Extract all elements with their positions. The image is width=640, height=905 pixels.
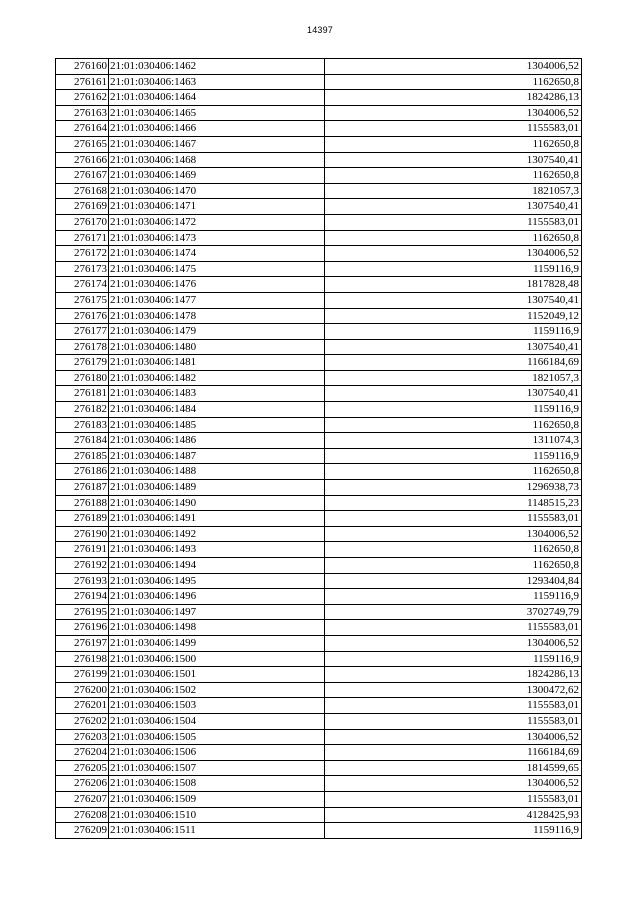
- cadastral-value-cell: 1311074,3: [325, 433, 582, 449]
- cadastral-number-cell: 21:01:030406:1484: [109, 402, 325, 418]
- row-number-cell: 276197: [56, 635, 109, 651]
- cadastral-number-cell: 21:01:030406:1472: [109, 214, 325, 230]
- cadastral-number-cell: 21:01:030406:1487: [109, 448, 325, 464]
- table-row: [56, 183, 582, 199]
- cadastral-value-cell: 1824286,13: [325, 90, 582, 106]
- row-number-cell: 276182: [56, 402, 109, 418]
- table-row: [56, 370, 582, 386]
- cadastral-value-cell: 1159116,9: [325, 261, 582, 277]
- cadastral-value-table: [55, 58, 582, 839]
- cadastral-number-cell: 21:01:030406:1502: [109, 682, 325, 698]
- cadastral-number-cell: 21:01:030406:1488: [109, 464, 325, 480]
- cadastral-value-cell: 1155583,01: [325, 791, 582, 807]
- cadastral-number-cell: 21:01:030406:1511: [109, 823, 325, 839]
- row-number-cell: 276179: [56, 355, 109, 371]
- row-number-cell: 276195: [56, 604, 109, 620]
- cadastral-number-cell: 21:01:030406:1475: [109, 261, 325, 277]
- row-number-cell: 276200: [56, 682, 109, 698]
- table-row: [56, 292, 582, 308]
- cadastral-value-cell: 1162650,8: [325, 230, 582, 246]
- table-row: [56, 339, 582, 355]
- cadastral-number-cell: 21:01:030406:1510: [109, 807, 325, 823]
- cadastral-number-cell: 21:01:030406:1501: [109, 667, 325, 683]
- table-row: [56, 776, 582, 792]
- table-body: [56, 59, 582, 839]
- row-number-cell: 276168: [56, 183, 109, 199]
- table-row: [56, 121, 582, 137]
- cadastral-value-cell: 1814599,65: [325, 760, 582, 776]
- cadastral-number-cell: 21:01:030406:1468: [109, 152, 325, 168]
- cadastral-number-cell: 21:01:030406:1505: [109, 729, 325, 745]
- row-number-cell: 276164: [56, 121, 109, 137]
- row-number-cell: 276194: [56, 589, 109, 605]
- cadastral-number-cell: 21:01:030406:1465: [109, 105, 325, 121]
- table-row: [56, 355, 582, 371]
- cadastral-value-cell: 1296938,73: [325, 480, 582, 496]
- table-row: [56, 324, 582, 340]
- cadastral-value-cell: 1304006,52: [325, 635, 582, 651]
- row-number-cell: 276191: [56, 542, 109, 558]
- table-row: [56, 480, 582, 496]
- cadastral-number-cell: 21:01:030406:1467: [109, 136, 325, 152]
- cadastral-number-cell: 21:01:030406:1485: [109, 417, 325, 433]
- table-row: [56, 417, 582, 433]
- table-row: [56, 105, 582, 121]
- cadastral-value-cell: 1162650,8: [325, 74, 582, 90]
- table-row: [56, 448, 582, 464]
- row-number-cell: 276192: [56, 558, 109, 574]
- row-number-cell: 276176: [56, 308, 109, 324]
- cadastral-number-cell: 21:01:030406:1493: [109, 542, 325, 558]
- table-row: [56, 791, 582, 807]
- cadastral-value-cell: 1159116,9: [325, 448, 582, 464]
- row-number-cell: 276166: [56, 152, 109, 168]
- row-number-cell: 276204: [56, 745, 109, 761]
- row-number-cell: 276183: [56, 417, 109, 433]
- cadastral-value-cell: 1159116,9: [325, 589, 582, 605]
- cadastral-value-cell: 4128425,93: [325, 807, 582, 823]
- cadastral-number-cell: 21:01:030406:1506: [109, 745, 325, 761]
- table-row: [56, 760, 582, 776]
- cadastral-value-cell: 1307540,41: [325, 339, 582, 355]
- row-number-cell: 276169: [56, 199, 109, 215]
- cadastral-value-cell: 1162650,8: [325, 417, 582, 433]
- table-row: [56, 277, 582, 293]
- row-number-cell: 276170: [56, 214, 109, 230]
- cadastral-value-cell: 1307540,41: [325, 152, 582, 168]
- table-row: [56, 589, 582, 605]
- table-row: [56, 136, 582, 152]
- table-row: [56, 823, 582, 839]
- cadastral-value-cell: 1159116,9: [325, 324, 582, 340]
- cadastral-value-cell: 1307540,41: [325, 292, 582, 308]
- cadastral-number-cell: 21:01:030406:1504: [109, 713, 325, 729]
- cadastral-number-cell: 21:01:030406:1496: [109, 589, 325, 605]
- row-number-cell: 276185: [56, 448, 109, 464]
- cadastral-number-cell: 21:01:030406:1464: [109, 90, 325, 106]
- cadastral-number-cell: 21:01:030406:1466: [109, 121, 325, 137]
- table-row: [56, 261, 582, 277]
- row-number-cell: 276201: [56, 698, 109, 714]
- cadastral-number-cell: 21:01:030406:1491: [109, 511, 325, 527]
- cadastral-value-cell: 1159116,9: [325, 402, 582, 418]
- page-number: 14397: [306, 25, 334, 35]
- cadastral-value-cell: 1304006,52: [325, 105, 582, 121]
- cadastral-number-cell: 21:01:030406:1503: [109, 698, 325, 714]
- cadastral-number-cell: 21:01:030406:1494: [109, 558, 325, 574]
- table-row: [56, 464, 582, 480]
- table-row: [56, 542, 582, 558]
- row-number-cell: 276206: [56, 776, 109, 792]
- table-row: [56, 682, 582, 698]
- cadastral-value-cell: 1155583,01: [325, 121, 582, 137]
- cadastral-value-cell: 1307540,41: [325, 199, 582, 215]
- row-number-cell: 276208: [56, 807, 109, 823]
- row-number-cell: 276188: [56, 495, 109, 511]
- cadastral-number-cell: 21:01:030406:1498: [109, 620, 325, 636]
- cadastral-number-cell: 21:01:030406:1473: [109, 230, 325, 246]
- cadastral-number-cell: 21:01:030406:1478: [109, 308, 325, 324]
- cadastral-value-cell: 1162650,8: [325, 168, 582, 184]
- table-row: [56, 214, 582, 230]
- table-row: [56, 620, 582, 636]
- table-row: [56, 230, 582, 246]
- cadastral-number-cell: 21:01:030406:1508: [109, 776, 325, 792]
- table-row: [56, 246, 582, 262]
- cadastral-value-cell: 1304006,52: [325, 526, 582, 542]
- row-number-cell: 276193: [56, 573, 109, 589]
- row-number-cell: 276171: [56, 230, 109, 246]
- table-row: [56, 402, 582, 418]
- cadastral-value-cell: 1155583,01: [325, 713, 582, 729]
- table-row: [56, 511, 582, 527]
- cadastral-number-cell: 21:01:030406:1482: [109, 370, 325, 386]
- cadastral-value-cell: 1155583,01: [325, 214, 582, 230]
- cadastral-number-cell: 21:01:030406:1469: [109, 168, 325, 184]
- cadastral-number-cell: 21:01:030406:1477: [109, 292, 325, 308]
- table-row: [56, 604, 582, 620]
- row-number-cell: 276161: [56, 74, 109, 90]
- cadastral-number-cell: 21:01:030406:1481: [109, 355, 325, 371]
- cadastral-number-cell: 21:01:030406:1474: [109, 246, 325, 262]
- table-row: [56, 729, 582, 745]
- table-row: [56, 573, 582, 589]
- row-number-cell: 276177: [56, 324, 109, 340]
- row-number-cell: 276160: [56, 59, 109, 75]
- cadastral-number-cell: 21:01:030406:1500: [109, 651, 325, 667]
- cadastral-value-cell: 1817828,48: [325, 277, 582, 293]
- cadastral-value-cell: 1293404,84: [325, 573, 582, 589]
- cadastral-number-cell: 21:01:030406:1507: [109, 760, 325, 776]
- cadastral-value-cell: 1166184,69: [325, 745, 582, 761]
- cadastral-value-cell: 1162650,8: [325, 464, 582, 480]
- row-number-cell: 276186: [56, 464, 109, 480]
- table-row: [56, 152, 582, 168]
- table-row: [56, 90, 582, 106]
- table-row: [56, 59, 582, 75]
- cadastral-value-cell: 1152049,12: [325, 308, 582, 324]
- cadastral-number-cell: 21:01:030406:1463: [109, 74, 325, 90]
- row-number-cell: 276178: [56, 339, 109, 355]
- row-number-cell: 276205: [56, 760, 109, 776]
- cadastral-value-cell: 1304006,52: [325, 729, 582, 745]
- row-number-cell: 276172: [56, 246, 109, 262]
- table-row: [56, 526, 582, 542]
- table-row: [56, 807, 582, 823]
- cadastral-number-cell: 21:01:030406:1483: [109, 386, 325, 402]
- table-row: [56, 558, 582, 574]
- row-number-cell: 276198: [56, 651, 109, 667]
- cadastral-value-cell: 1304006,52: [325, 59, 582, 75]
- table-row: [56, 745, 582, 761]
- table-row: [56, 698, 582, 714]
- row-number-cell: 276199: [56, 667, 109, 683]
- row-number-cell: 276189: [56, 511, 109, 527]
- row-number-cell: 276202: [56, 713, 109, 729]
- cadastral-number-cell: 21:01:030406:1509: [109, 791, 325, 807]
- table-row: [56, 433, 582, 449]
- row-number-cell: 276187: [56, 480, 109, 496]
- cadastral-number-cell: 21:01:030406:1480: [109, 339, 325, 355]
- row-number-cell: 276196: [56, 620, 109, 636]
- cadastral-value-cell: 1155583,01: [325, 698, 582, 714]
- table-row: [56, 308, 582, 324]
- cadastral-number-cell: 21:01:030406:1489: [109, 480, 325, 496]
- cadastral-value-cell: 1148515,23: [325, 495, 582, 511]
- row-number-cell: 276174: [56, 277, 109, 293]
- cadastral-number-cell: 21:01:030406:1471: [109, 199, 325, 215]
- cadastral-value-cell: 1824286,13: [325, 667, 582, 683]
- cadastral-value-cell: 1159116,9: [325, 651, 582, 667]
- table-row: [56, 495, 582, 511]
- cadastral-number-cell: 21:01:030406:1490: [109, 495, 325, 511]
- table-row: [56, 199, 582, 215]
- cadastral-value-cell: 1821057,3: [325, 183, 582, 199]
- table-row: [56, 651, 582, 667]
- row-number-cell: 276207: [56, 791, 109, 807]
- row-number-cell: 276173: [56, 261, 109, 277]
- cadastral-value-cell: 1304006,52: [325, 776, 582, 792]
- cadastral-value-cell: 1166184,69: [325, 355, 582, 371]
- cadastral-value-cell: 1307540,41: [325, 386, 582, 402]
- cadastral-value-cell: 1300472,62: [325, 682, 582, 698]
- row-number-cell: 276181: [56, 386, 109, 402]
- cadastral-value-cell: 1159116,9: [325, 823, 582, 839]
- row-number-cell: 276162: [56, 90, 109, 106]
- cadastral-number-cell: 21:01:030406:1470: [109, 183, 325, 199]
- cadastral-number-cell: 21:01:030406:1499: [109, 635, 325, 651]
- row-number-cell: 276184: [56, 433, 109, 449]
- table-row: [56, 168, 582, 184]
- row-number-cell: 276175: [56, 292, 109, 308]
- row-number-cell: 276190: [56, 526, 109, 542]
- cadastral-value-cell: 1155583,01: [325, 511, 582, 527]
- cadastral-value-cell: 1162650,8: [325, 558, 582, 574]
- table-row: [56, 635, 582, 651]
- cadastral-number-cell: 21:01:030406:1462: [109, 59, 325, 75]
- cadastral-number-cell: 21:01:030406:1476: [109, 277, 325, 293]
- table-row: [56, 74, 582, 90]
- cadastral-number-cell: 21:01:030406:1479: [109, 324, 325, 340]
- cadastral-value-cell: 1155583,01: [325, 620, 582, 636]
- cadastral-number-cell: 21:01:030406:1492: [109, 526, 325, 542]
- cadastral-value-cell: 1162650,8: [325, 542, 582, 558]
- row-number-cell: 276203: [56, 729, 109, 745]
- cadastral-value-cell: 1162650,8: [325, 136, 582, 152]
- cadastral-value-cell: 1821057,3: [325, 370, 582, 386]
- row-number-cell: 276165: [56, 136, 109, 152]
- cadastral-number-cell: 21:01:030406:1486: [109, 433, 325, 449]
- cadastral-number-cell: 21:01:030406:1497: [109, 604, 325, 620]
- cadastral-value-cell: 1304006,52: [325, 246, 582, 262]
- table-row: [56, 713, 582, 729]
- cadastral-value-cell: 3702749,79: [325, 604, 582, 620]
- row-number-cell: 276167: [56, 168, 109, 184]
- row-number-cell: 276180: [56, 370, 109, 386]
- table-row: [56, 667, 582, 683]
- cadastral-number-cell: 21:01:030406:1495: [109, 573, 325, 589]
- row-number-cell: 276163: [56, 105, 109, 121]
- row-number-cell: 276209: [56, 823, 109, 839]
- table-row: [56, 386, 582, 402]
